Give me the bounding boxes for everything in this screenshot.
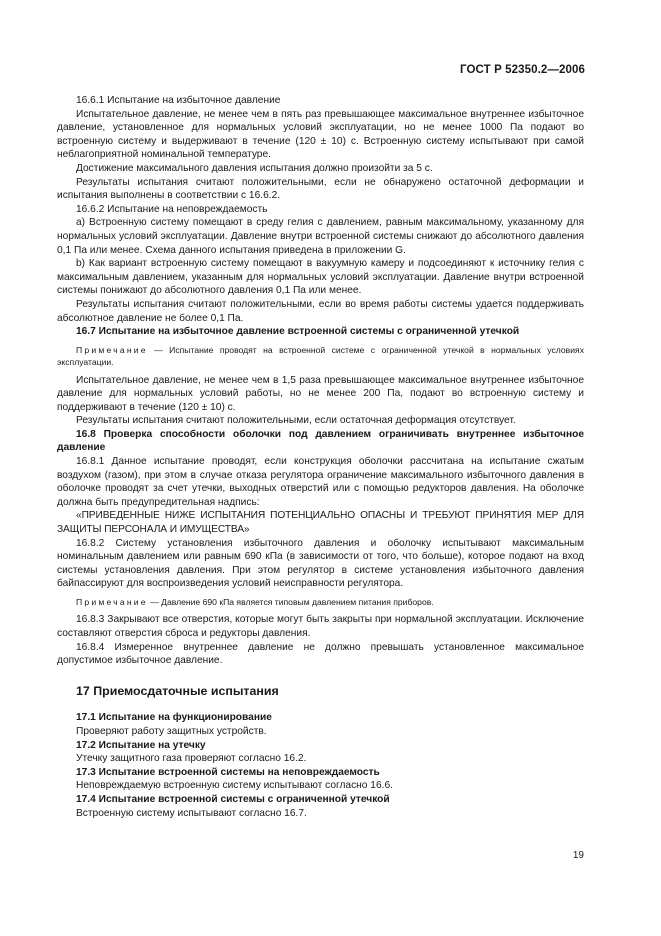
paragraph: Результаты испытания считают положительными, если не обнаружено остаточной деформации и испытания выполнены в соответствии с 16.6.2.	[57, 176, 584, 202]
warning-inscription: «ПРИВЕДЕННЫЕ НИЖЕ ИСПЫТАНИЯ ПОТЕНЦИАЛЬНО ОПАСНЫ И ТРЕБУЮТ ПРИНЯТИЯ МЕР ДЛЯ ЗАЩИТЫ ПЕРСОНАЛА И ИМУЩЕСТВА»	[57, 510, 584, 536]
paragraph: Результаты испытания считают положительными, если во время работы системы удается поддерживать абсолютное давление не более 0,1 Па.	[57, 298, 584, 324]
paragraph: Утечку защитного газа проверяют согласно 16.2.	[76, 753, 307, 765]
paragraph: а) Встроенную систему помещают в среду гелия с давлением, равным максимальному, указанному для нормальных условий эксплуатации. Давление внутри встроенной системы снижают до абсолютного давления 0,1 Па или менее. Схема данного испытания приведена в приложении G.	[57, 217, 584, 256]
note-text: — Давление 690 кПа является типовым давлением питания приборов.	[150, 597, 434, 607]
page-number: 19	[572, 850, 584, 861]
subsection-heading: 16.6.1 Испытание на избыточное давление	[76, 95, 281, 106]
note-label: Примечание	[76, 344, 148, 355]
paragraph: 16.8.3 Закрывают все отверстия, которые могут быть закрыты при нормальной эксплуатации. Исключение составляют отверстия сброса и редукторы давления.	[57, 614, 584, 639]
subsection-heading: 17.4 Испытание встроенной системы с ограниченной утечкой	[76, 793, 390, 805]
section-title-17: 17 Приемосдаточные испытания	[76, 683, 279, 698]
paragraph: Испытательное давление, не менее чем в 1,5 раза превышающее максимальное внутреннее избыточное давление для нормальных условий работы, но не менее 200 Па, подают во встроенную систему и поддерживают в течение (120 ± 10) с.	[57, 374, 584, 413]
note-text: — Испытание проводят на встроенной системе с ограниченной утечкой в нормальных условиях эксплуатации.	[57, 344, 584, 368]
section-heading-16-8: 16.8 Проверка способности оболочки под давлением ограничивать внутреннее избыточное давление	[57, 428, 584, 454]
paragraph: 16.8.1 Данное испытание проводят, если конструкция оболочки рассчитана на испытание сжатым воздухом (газом), при этом в случае отказа регулятора ограничение максимального избыточного давления в оболочке проводят за счет утечки, выходных отверстий или с помощью редукторов давления. На оболочке должна быть предупредительная надпись:	[57, 456, 584, 508]
document-header: ГОСТ Р 52350.2—2006	[460, 64, 585, 76]
subsection-heading: 16.6.2 Испытание на неповреждаемость	[76, 203, 268, 215]
note	[57, 344, 584, 369]
note	[57, 596, 584, 608]
paragraph: 16.8.4 Измеренное внутреннее давление не должно превышать установленное максимальное допустимое избыточное давление.	[57, 641, 584, 667]
subsection-heading: 17.1 Испытание на функционирование	[76, 712, 272, 724]
page-content	[57, 94, 584, 820]
paragraph: Неповреждаемую встроенную систему испытывают согласно 16.6.	[76, 780, 393, 792]
paragraph: b) Как вариант встроенную систему помещают в вакуумную камеру и подсоединяют к источнику гелия с максимальным давлением, указанным для нормальных условий эксплуатации. Давление внутри встроенной системы понижают до абсолютного давления 0,1 Па или менее.	[57, 258, 584, 297]
paragraph: 16.8.2 Систему установления избыточного давления и оболочку испытывают максимальным номинальным давлением или равным 690 кПа (в зависимости от того, что больше), которое подают на вход системы установления давления. При этом регулятор в системе установления избыточного давления байпассируют для воспроизведения условий неисправности регулятора.	[57, 537, 584, 590]
subsection-heading: 17.3 Испытание встроенной системы на неповреждаемость	[76, 766, 380, 778]
paragraph: Проверяют работу защитных устройств.	[76, 725, 267, 737]
paragraph: Испытательное давление, не менее чем в пять раз превышающее максимальное внутреннее избыточное давление, установленное для нормальных условий эксплуатации, но не менее 1000 Па подают во встроенную систему и выдерживают в течение (120 ± 10) с. Встроенную систему испытывают при самой неблагоприятной номинальной температуре.	[57, 108, 584, 161]
subsection-heading: 17.2 Испытание на утечку	[76, 739, 206, 751]
note-label: Примечание	[76, 597, 148, 607]
paragraph: Достижение максимального давления испытания должно произойти за 5 с.	[76, 162, 433, 174]
paragraph: Встроенную систему испытывают согласно 16.7.	[76, 807, 307, 819]
paragraph: Результаты испытания считают положительными, если остаточная деформация отсутствует.	[76, 415, 516, 427]
section-heading-16-7: 16.7 Испытание на избыточное давление встроенной системы с ограниченной утечкой	[76, 326, 520, 338]
